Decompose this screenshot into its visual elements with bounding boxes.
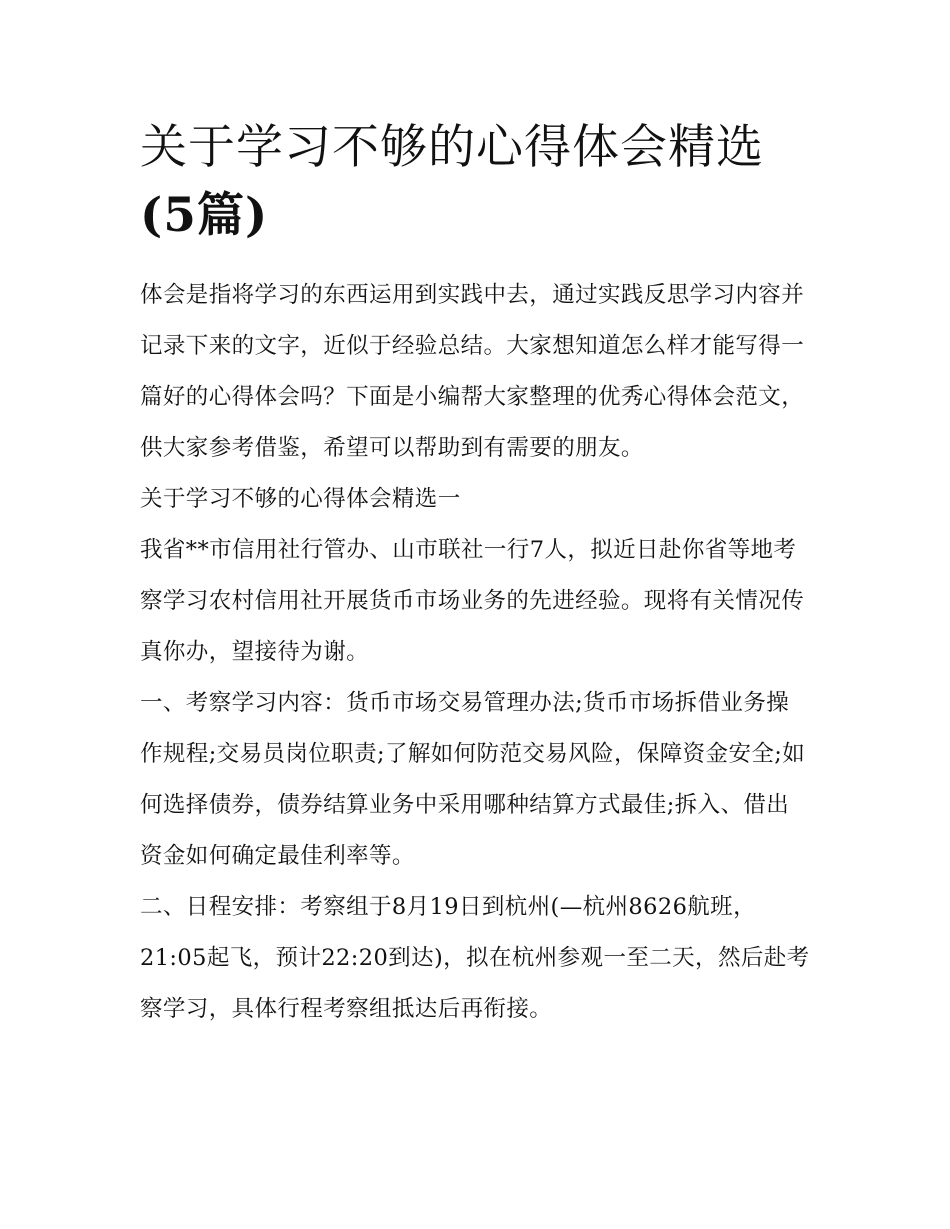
- document-title-count: (5篇): [140, 188, 269, 244]
- study-content-paragraph: 一、考察学习内容：货币市场交易管理办法;货币市场拆借业务操作规程;交易员岗位职责;了解如何防范交易风险，保障资金安全;如何选择债券，债券结算业务中采用哪种结算方式最佳;拆入、借出资金如何确定最佳利率等。: [140, 690, 806, 870]
- section-heading: 关于学习不够的心得体会精选一: [140, 486, 461, 513]
- document-title: [140, 114, 810, 250]
- document-title-main: 关于学习不够的心得体会精选: [140, 120, 764, 175]
- body-paragraph: 我省**市信用社行管办、山市联社一行7人，拟近日赴你省等地考察学习农村信用社开展货币市场业务的先进经验。现将有关情况传真你办，望接待为谢。: [140, 537, 805, 666]
- schedule-paragraph: 二、日程安排：考察组于8月19日到杭州(—杭州8626航班，21:05起飞，预计22:20到达)，拟在杭州参观一至二天，然后赴考察学习，具体行程考察组抵达后再衔接。: [140, 894, 810, 1023]
- intro-paragraph: 体会是指将学习的东西运用到实践中去，通过实践反思学习内容并记录下来的文字，近似于经验总结。大家想知道怎么样才能写得一篇好的心得体会吗？下面是小编帮大家整理的优秀心得体会范文，供大家参考借鉴，希望可以帮助到有需要的朋友。: [140, 282, 805, 462]
- document-body: [140, 270, 810, 1035]
